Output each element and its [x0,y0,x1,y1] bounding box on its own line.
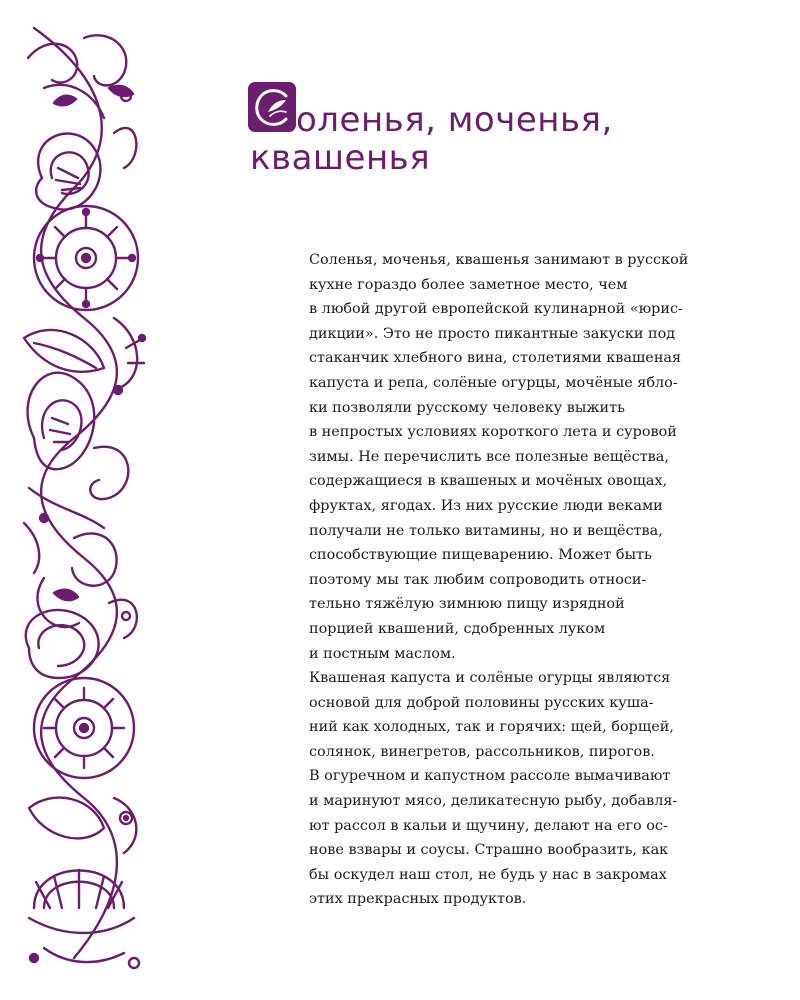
body-line: кухне гораздо более заметное место, чем [309,276,628,293]
body-line: тельно тяжёлую зимнюю пищу изрядной [309,596,625,613]
body-line: Соленья, моченья, квашенья занимают в русской [309,252,689,268]
body-line: ний как холодных, так и горячих: щей, борщей, [309,719,674,736]
body-line: содержащиеся в квашеных и мочёных овощах, [309,473,668,490]
body-line: способствующие пищеварению. Может быть [309,547,652,564]
body-line: ки позволяли русскому человеку выжить [309,399,625,416]
dropcap-letter-c-icon [248,82,296,132]
body-line: бы оскудел наш стол, не будь у нас в закромах [309,866,667,883]
body-line: нове взвары и соусы. Страшно вообразить, как [309,842,669,859]
body-line: зимы. Не перечислить все полезные вещёства, [309,448,669,465]
body-line: в любой другой европейской кулинарной «юрис- [309,301,683,318]
body-line: и маринуют мясо, деликатесную рыбу, добавля- [309,793,678,810]
body-line: фруктах, ягодах. Из них русские люди веками [309,497,663,514]
body-line: стаканчик хлебного вина, столетиями квашеная [309,350,682,367]
dropcap-box [248,82,296,132]
title-line-1: оленья, моченья, [296,100,613,140]
body-line: и постным маслом. [309,645,456,662]
body-line: дикции». Это не просто пикантные закуски под [309,325,676,342]
body-line: в непростых условиях короткого лета и суровой [309,424,677,441]
body-line: этих прекрасных продуктов. [309,891,527,908]
floral-ornament-border [14,18,150,978]
body-line: солянок, винегретов, рассольников, пирогов. [309,743,655,760]
body-line: порцией квашений, сдобренных луком [309,620,606,637]
title-line-2: квашенья [250,138,431,178]
body-line: поэтому мы так любим сопроводить относи- [309,571,647,588]
body-text [309,248,729,912]
body-line: получали не только витамины, но и вещёства, [309,522,663,539]
body-line: В огуречном и капустном рассоле вымачивают [309,768,671,785]
body-line: капуста и репа, солёные огурцы, мочёные ябло- [309,374,678,391]
body-line: Квашеная капуста и солёные огурцы являются [309,670,671,687]
body-line: основой для доброй половины русских куша- [309,694,654,711]
body-line: ют рассол в кальи и щучину, делают на его ос- [309,817,668,834]
